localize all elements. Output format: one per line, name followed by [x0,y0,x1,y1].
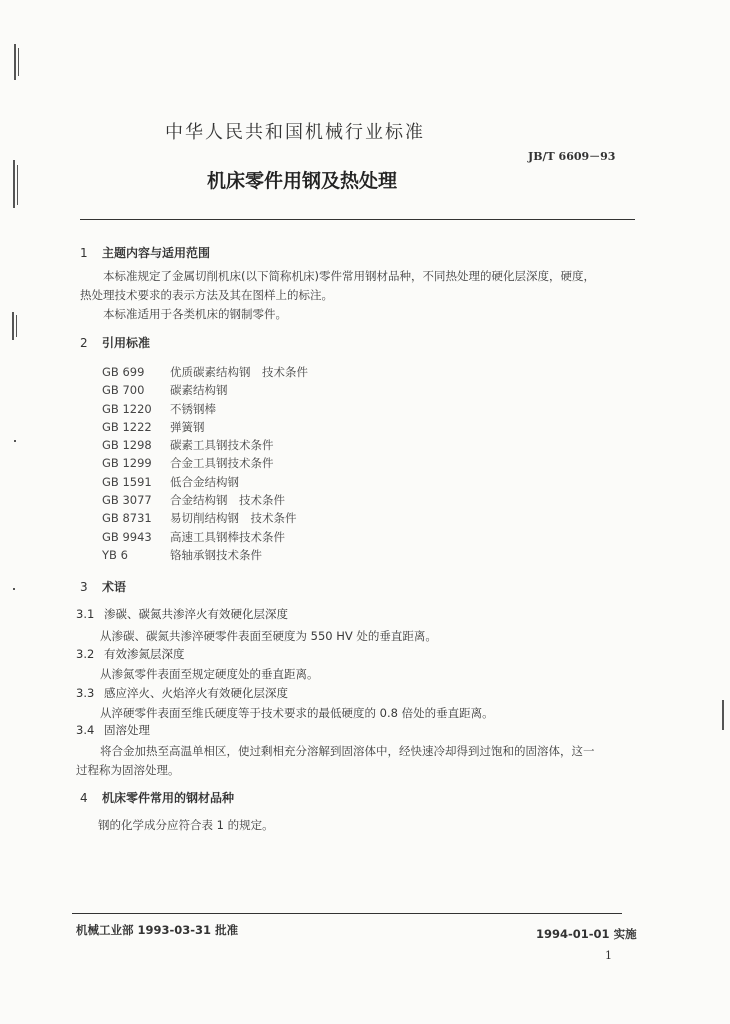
section-number: 2 [80,336,88,350]
reference-title: 碳素工具钢技术条件 [170,438,274,453]
reference-item [102,454,308,472]
reference-code: GB 8731 [102,511,152,526]
term-3-1-heading [76,606,288,622]
term-number: 3.1 [76,607,95,621]
section-2-heading [80,334,150,351]
reference-code: GB 3077 [102,493,152,508]
scan-mark [14,440,16,442]
reference-title: 高速工具钢棒技术条件 [170,529,285,544]
reference-title: 优质碳素结构钢 技术条件 [170,365,308,379]
reference-code: GB 1220 [102,401,152,416]
scan-mark [13,588,15,590]
approval-date: 机械工业部 1993-03-31 批准 [76,923,239,937]
header-rule [80,219,635,220]
section-4-heading [80,789,234,806]
term-title: 感应淬火、火焰淬火有效硬化层深度 [104,686,288,700]
reference-item [102,418,308,436]
reference-item [102,546,308,564]
term-3-4-definition: 将合金加热至高温单相区，使过剩相充分溶解到固溶体中，经快速冷却得到过饱和的固溶体，这一 [100,744,595,758]
section-number: 4 [80,791,88,805]
reference-title: 易切削结构钢 技术条件 [170,511,297,526]
term-3-2-heading [76,646,185,662]
reference-title: 铬轴承钢技术条件 [170,547,262,562]
term-3-4-definition: 过程称为固溶处理。 [76,763,180,777]
section-1-paragraph: 本标准规定了金属切削机床(以下简称机床)零件常用钢材品种，不同热处理的硬化层深度，硬度， [103,269,595,283]
reference-item [102,363,308,381]
section-1-heading [80,244,210,261]
term-number: 3.2 [76,647,95,661]
reference-item [102,528,308,546]
section-number: 1 [80,246,88,260]
effective-date: 1994-01-01 实施 [536,927,637,941]
scan-mark [14,44,16,80]
term-3-2-definition: 从渗氮零件表面至规定硬度处的垂直距离。 [100,667,319,681]
reference-title: 不锈钢棒 [170,401,216,416]
section-1-paragraph: 本标准适用于各类机床的钢制零件。 [103,307,287,321]
scan-mark [17,165,18,205]
section-number: 3 [80,580,88,594]
section-4-paragraph: 钢的化学成分应符合表 1 的规定。 [98,818,274,832]
reference-code: GB 1591 [102,474,152,489]
scan-mark [16,315,17,337]
reference-title: 低合金结构钢 [170,474,239,489]
page-number: 1 [605,949,612,962]
reference-code: GB 700 [102,383,145,398]
section-3-heading [80,578,126,595]
term-3-1-definition: 从渗碳、碳氮共渗淬硬零件表面至硬度为 550 HV 处的垂直距离。 [100,629,437,643]
reference-item [102,436,308,454]
reference-item [102,473,308,491]
section-title: 主题内容与适用范围 [102,246,211,260]
reference-title: 合金结构钢 技术条件 [170,493,285,508]
scan-mark [13,160,15,208]
reference-item [102,491,308,509]
standard-code: JB/T 6609－93 [528,150,616,163]
term-number: 3.3 [76,686,95,700]
reference-code: GB 9943 [102,529,152,544]
section-title: 机床零件常用的钢材品种 [102,791,235,805]
reference-code: GB 1298 [102,438,152,453]
reference-title: 弹簧钢 [170,419,205,434]
term-title: 有效渗氮层深度 [104,647,185,661]
scan-mark [722,700,724,730]
reference-item [102,381,308,399]
document-title: 机床零件用钢及热处理 [207,170,398,192]
reference-list [102,363,308,564]
scan-mark [18,48,19,76]
issuing-organization: 中华人民共和国机械行业标准 [165,122,425,143]
reference-code: GB 1222 [102,419,152,434]
reference-title: 合金工具钢技术条件 [170,456,274,471]
reference-code: GB 1299 [102,456,152,471]
reference-item [102,400,308,418]
section-title: 术语 [102,580,127,594]
term-3-4-heading [76,722,150,738]
term-title: 渗碳、碳氮共渗淬火有效硬化层深度 [104,607,288,621]
scan-mark [12,312,14,340]
reference-item [102,509,308,527]
reference-code: GB 699 [102,365,145,379]
term-3-3-definition: 从淬硬零件表面至维氏硬度等于技术要求的最低硬度的 0.8 倍处的垂直距离。 [100,706,494,720]
term-3-3-heading [76,685,288,701]
reference-title: 碳素结构钢 [170,383,228,398]
term-number: 3.4 [76,723,95,737]
footer-rule [72,913,622,914]
reference-code: YB 6 [102,547,128,562]
term-title: 固溶处理 [104,723,150,737]
section-title: 引用标准 [102,336,151,350]
section-1-paragraph: 热处理技术要求的表示方法及其在图样上的标注。 [80,288,333,302]
